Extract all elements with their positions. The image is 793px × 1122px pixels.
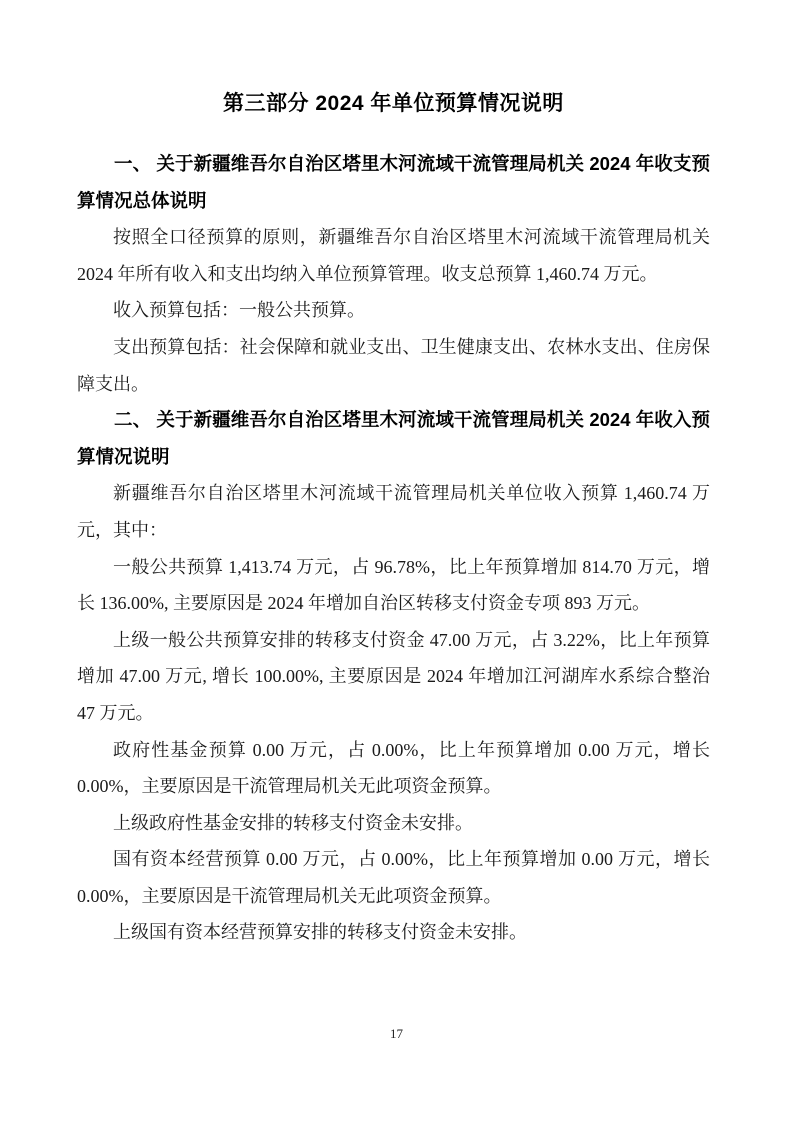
paragraph-total-budget-overview: 按照全口径预算的原则，新疆维吾尔自治区塔里木河流域干流管理局机关 2024 年所有收入和支出均纳入单位预算管理。收支总预算 1,460.74 万元。 xyxy=(77,227,710,284)
paragraph-state-capital-budget: 国有资本经营预算 0.00 万元，占 0.00%，比上年预算增加 0.00 万元，增长 0.00%，主要原因是干流管理局机关无此项资金预算。 xyxy=(77,849,710,906)
paragraph-government-fund-transfer: 上级政府性基金安排的转移支付资金未安排。 xyxy=(113,812,473,833)
section-2-heading: 二、 关于新疆维吾尔自治区塔里木河流域干流管理局机关 2024 年收入预算情况说明 xyxy=(77,409,710,467)
paragraph-expenditure-budget-scope: 支出预算包括：社会保障和就业支出、卫生健康支出、农林水支出、住房保障支出。 xyxy=(77,336,710,394)
document-title: 第三部分 2024 年单位预算情况说明 xyxy=(223,92,564,115)
paragraph-income-budget-scope: 收入预算包括：一般公共预算。 xyxy=(113,300,365,321)
page-number: 17 xyxy=(390,1026,403,1041)
section-1-heading: 一、 关于新疆维吾尔自治区塔里木河流域干流管理局机关 2024 年收支预算情况总体说明 xyxy=(77,153,710,211)
paragraph-government-fund-budget: 政府性基金预算 0.00 万元，占 0.00%，比上年预算增加 0.00 万元，增长 0.00%，主要原因是干流管理局机关无此项资金预算。 xyxy=(77,739,710,797)
paragraph-state-capital-transfer: 上级国有资本经营预算安排的转移支付资金未安排。 xyxy=(113,922,527,943)
paragraph-general-public-budget: 一般公共预算 1,413.74 万元，占 96.78%，比上年预算增加 814.70 万元，增长 136.00%, 主要原因是 2024 年增加自治区转移支付资金专项 893 万元。 xyxy=(77,556,710,614)
paragraph-income-total: 新疆维吾尔自治区塔里木河流域干流管理局机关单位收入预算 1,460.74 万元，其中： xyxy=(77,483,710,540)
paragraph-superior-transfer-payment: 上级一般公共预算安排的转移支付资金 47.00 万元，占 3.22%，比上年预算增加 47.00 万元, 增长 100.00%, 主要原因是 2024 年增加江河湖库水系综合整治 47 万元。 xyxy=(77,629,710,723)
